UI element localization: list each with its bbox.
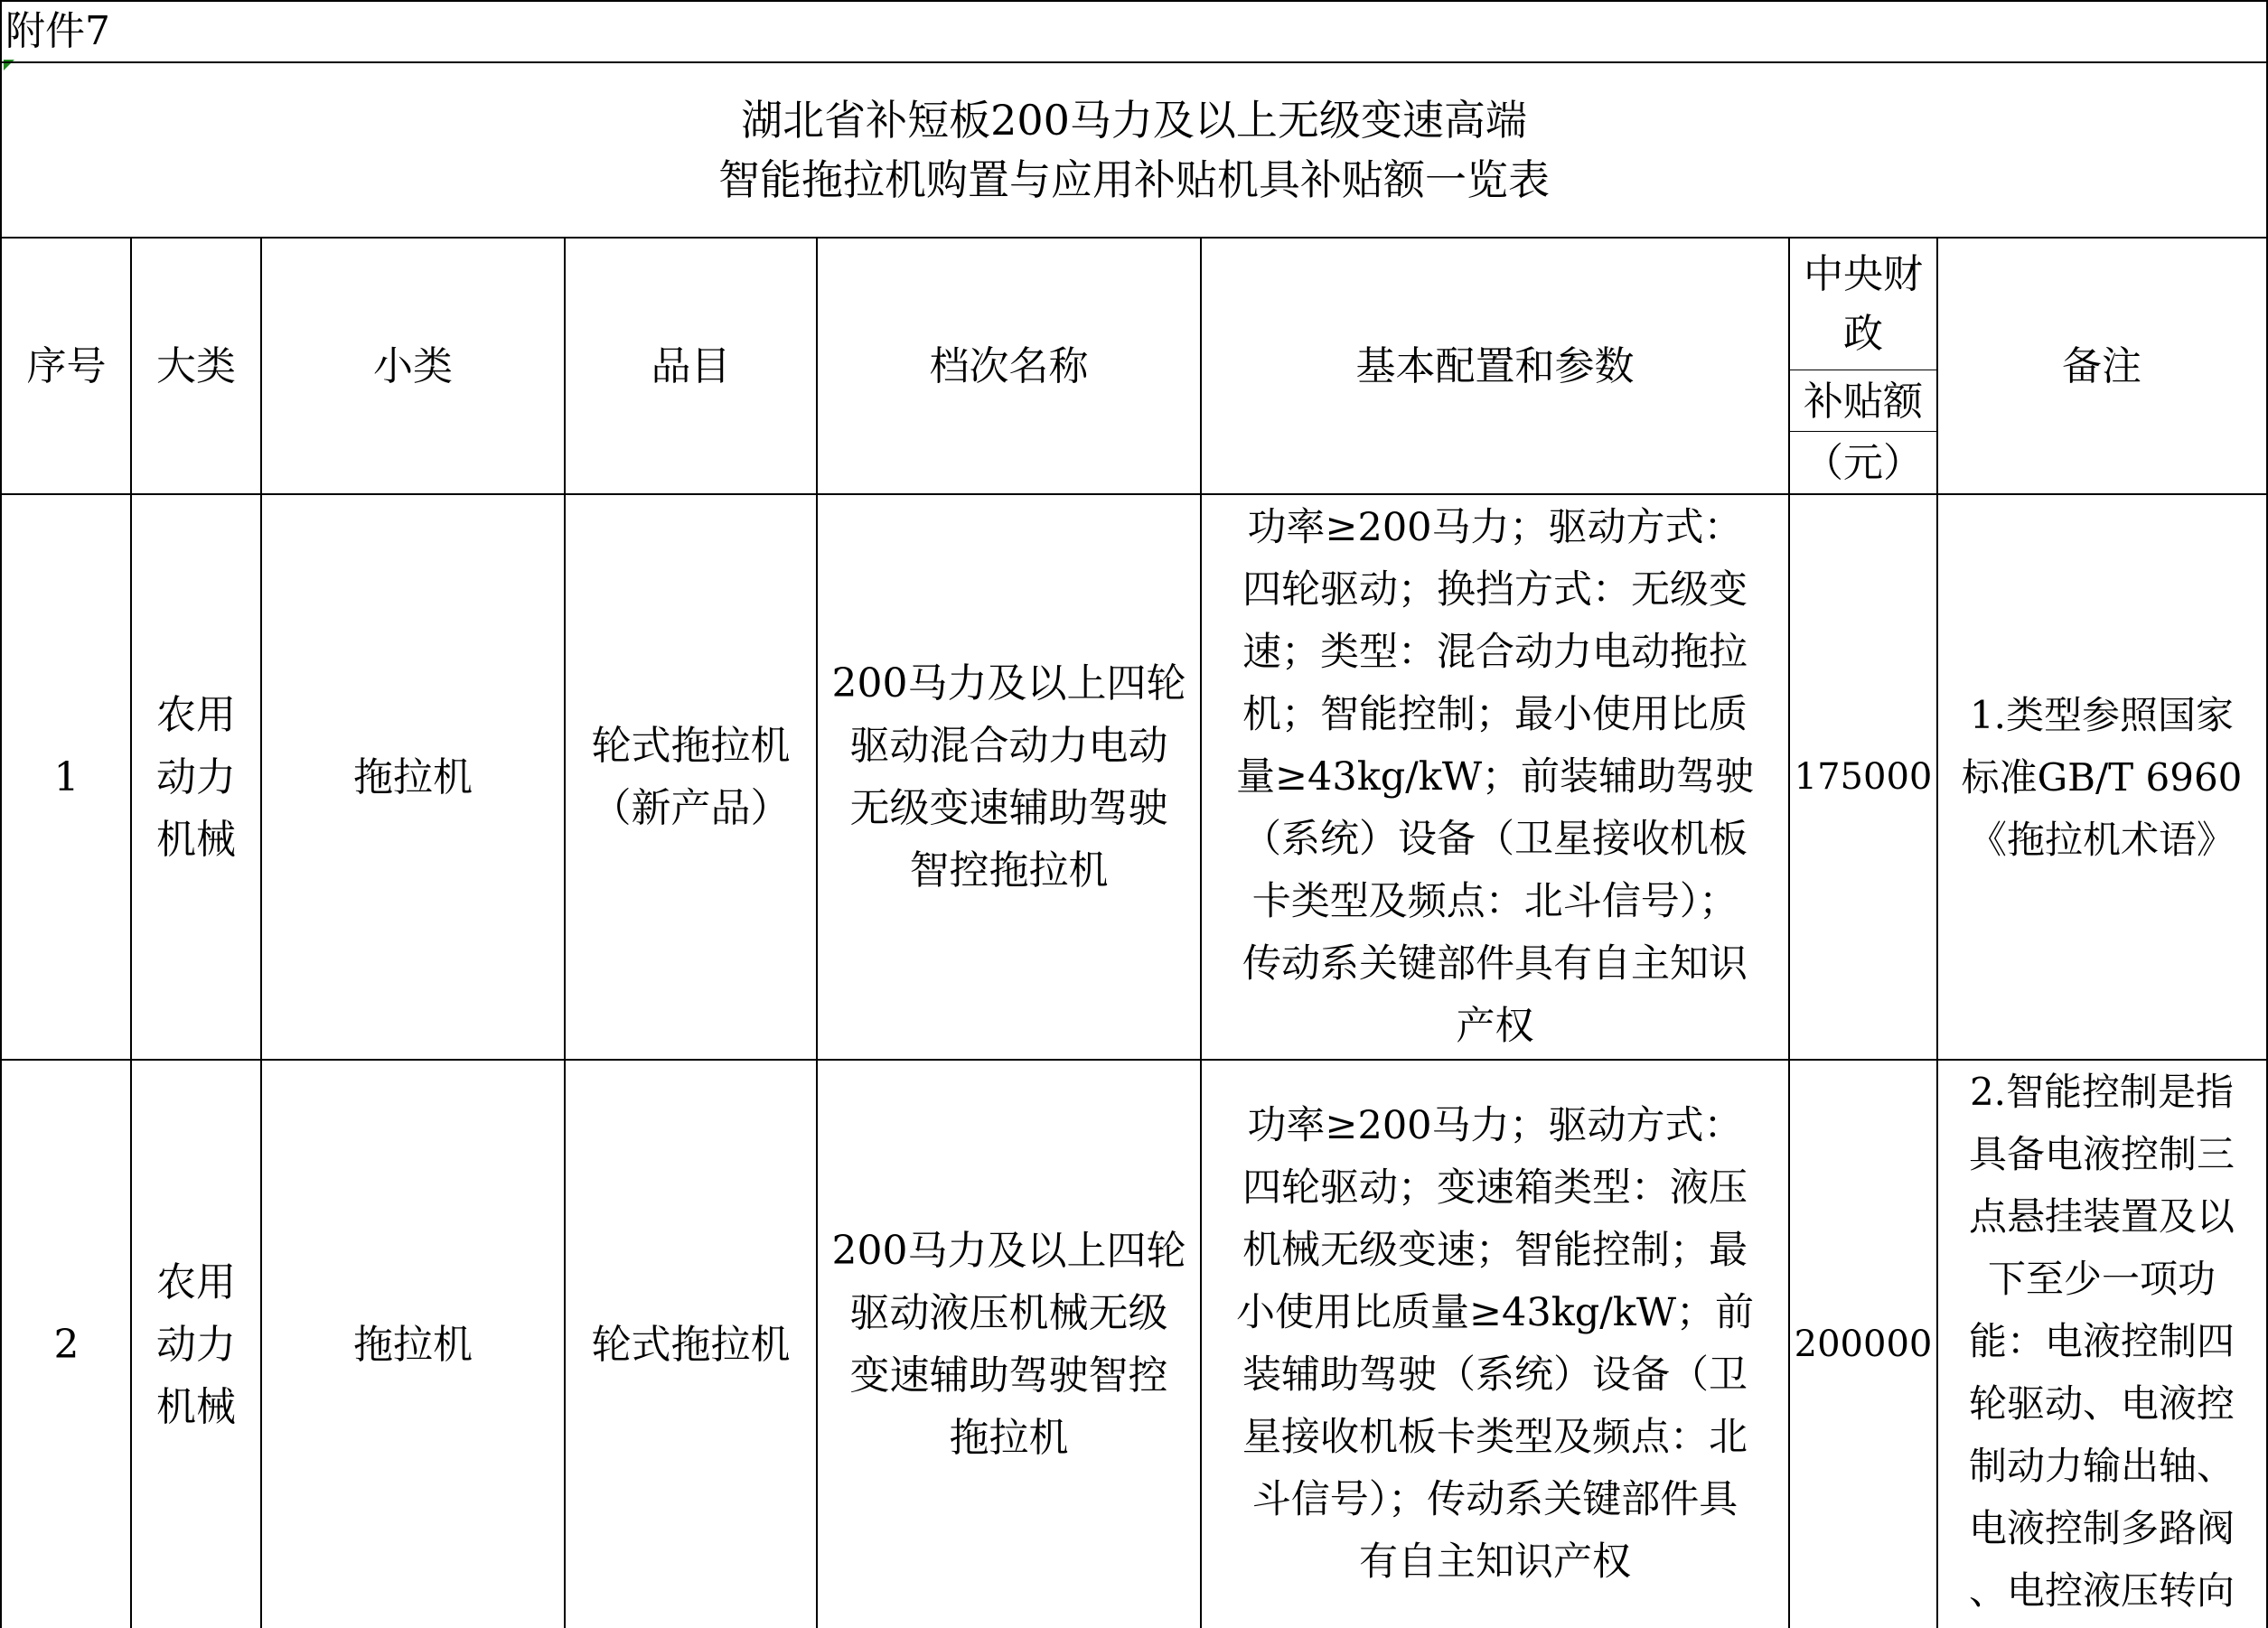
- grid-line: [130, 237, 132, 1628]
- header-config: 基本配置和参数: [1355, 342, 1635, 389]
- row2-grade-name: 200马力及以上四轮 驱动液压机械无级 变速辅助驾驶智控 拖拉机: [831, 1228, 1186, 1461]
- row1-remarks: 1.类型参照国家 标准GB/T 6960 《拖拉机术语》: [1961, 692, 2243, 862]
- header-item: 品目: [651, 342, 731, 389]
- grid-line: [1936, 237, 1938, 1628]
- row2-config: 功率≥200马力；驱动方式： 四轮驱动；变速箱类型：液压 机械无级变速；智能控制；最 小使用比质量≥43kg/kW；前 装辅助驾驶（系统）设备（卫 星接收机板卡类型及频点：北 斗信号）；传动系关键部件具 有自主知识产权: [1235, 1103, 1755, 1585]
- grid-line: [0, 61, 2268, 63]
- grid-line: [1789, 431, 1937, 432]
- grid-line: [0, 493, 2268, 495]
- grid-line: [0, 0, 2268, 2]
- table-title: [2, 63, 2266, 237]
- grid-line: [1788, 237, 1790, 1628]
- header-subsidy-top: 中央财 政: [1804, 251, 1923, 357]
- header-subsidy-middle: 补贴额: [1804, 378, 1923, 425]
- header-subsidy-unit: （元）: [1804, 439, 1923, 486]
- row1-subcategory: 拖拉机: [353, 753, 473, 800]
- row2-subsidy: 200000: [1794, 1323, 1933, 1365]
- row2-subcategory: 拖拉机: [353, 1321, 473, 1368]
- row1-seq: 1: [53, 753, 80, 800]
- grid-line: [816, 237, 818, 1628]
- table-title-line2: 智能拖拉机购置与应用补贴机具补贴额一览表: [718, 155, 1550, 204]
- header-remarks: 备注: [2062, 342, 2141, 389]
- grid-line: [1200, 237, 1202, 1628]
- header-seq: 序号: [26, 342, 107, 389]
- grid-line: [260, 237, 262, 1628]
- row2-item: 轮式拖拉机: [591, 1321, 791, 1368]
- row1-grade-name: 200马力及以上四轮 驱动混合动力电动 无级变速辅助驾驶 智控拖拉机: [831, 660, 1186, 894]
- row1-subsidy: 175000: [1794, 755, 1933, 798]
- row1-item: 轮式拖拉机 （新产品）: [591, 723, 791, 831]
- row1-category: 农用 动力 机械: [156, 691, 236, 863]
- header-category: 大类: [156, 342, 236, 389]
- grid-line: [0, 0, 2, 1628]
- header-grade-name: 档次名称: [929, 342, 1089, 389]
- header-subcategory: 小类: [373, 342, 453, 389]
- grid-line: [0, 1059, 2268, 1061]
- row2-category: 农用 动力 机械: [156, 1258, 236, 1430]
- row1-config: 功率≥200马力；驱动方式： 四轮驱动；换挡方式：无级变 速；类型：混合动力电动拖拉 机；智能控制；最小使用比质 量≥43kg/kW；前装辅助驾驶 （系统）设备（卫星接收机板 卡类型及频点：北斗信号）； 传动系关键部件具有自主知识 产权: [1235, 504, 1755, 1049]
- grid-line: [0, 237, 2268, 239]
- row2-remarks: 2.智能控制是指 具备电液控制三 点悬挂装置及以 下至少一项功 能：电液控制四 轮驱动、电液控 制动力输出轴、 电液控制多路阀 、电控液压转向: [1968, 1070, 2235, 1613]
- table-title-line1: 湖北省补短板200马力及以上无级变速高端: [741, 96, 1527, 145]
- grid-line: [564, 237, 566, 1628]
- attachment-label: 附件7: [5, 7, 110, 54]
- row2-seq: 2: [53, 1321, 80, 1368]
